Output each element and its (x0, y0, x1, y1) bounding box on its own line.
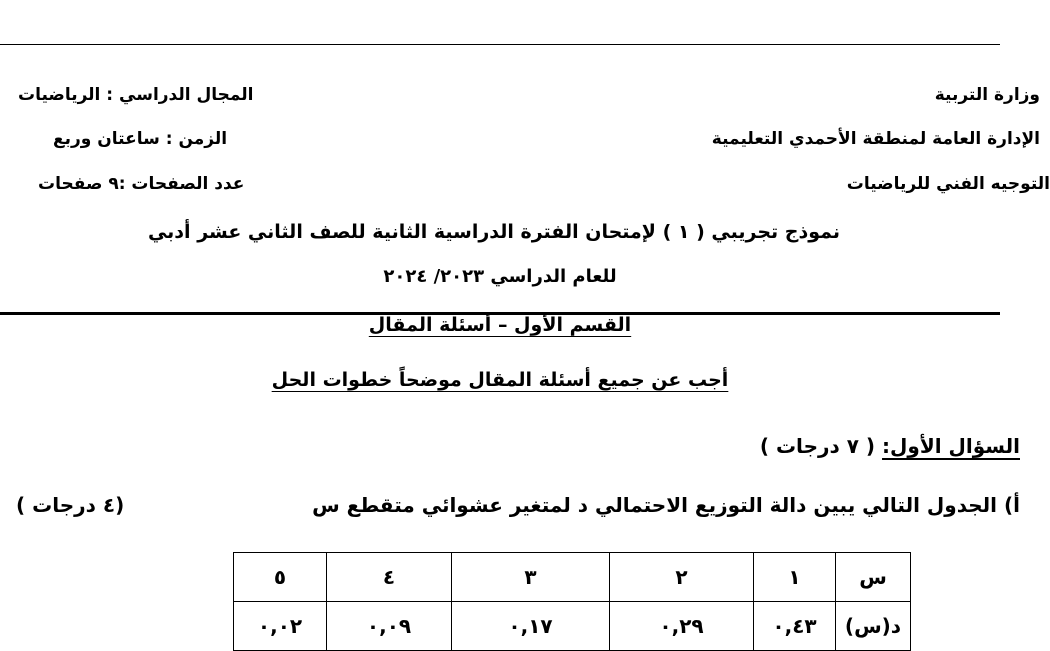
table-header-label: س (836, 553, 911, 602)
question1-heading (760, 434, 1020, 458)
supervision-name: التوجيه الفني للرياضيات (846, 174, 1050, 194)
question1-part-a: أ) الجدول التالي يبين دالة التوزيع الاحتمالي د لمتغير عشوائي متقطع س (312, 493, 1020, 517)
table-row (234, 553, 911, 602)
probability-distribution-table (233, 552, 911, 651)
table-cell: ٠,١٧ (452, 602, 610, 651)
table-row-label: د(س) (836, 602, 911, 651)
exam-duration: الزمن : ساعتان وربع (53, 129, 228, 149)
question1-part-a-marks: (٤ درجات ) (16, 493, 125, 517)
directorate-name: الإدارة العامة لمنطقة الأحمدي التعليمية (711, 129, 1040, 149)
table-cell: ٠,٤٣ (754, 602, 836, 651)
exam-title: نموذج تجريبي ( ١ ) لإمتحان الفترة الدراسية الثانية للصف الثاني عشر أدبي (147, 221, 840, 243)
page-count: عدد الصفحات :٩ صفحات (38, 174, 245, 194)
question1-label: السؤال الأول: (882, 434, 1020, 458)
section-instruction: أجب عن جميع أسئلة المقال موضحاً خطوات الحل (271, 369, 729, 391)
table-row (234, 602, 911, 651)
ministry-name: وزارة التربية (934, 85, 1040, 105)
table-cell: ٤ (327, 553, 452, 602)
top-rule (0, 44, 1000, 45)
question1-marks: ( ٧ درجات ) (759, 434, 883, 458)
subject-field: المجال الدراسي : الرياضيات (18, 85, 254, 105)
table-cell: ٥ (234, 553, 327, 602)
table-cell: ٠,٠٢ (234, 602, 327, 651)
table-cell: ٠,٠٩ (327, 602, 452, 651)
academic-year: للعام الدراسي ٢٠٢٣/ ٢٠٢٤ (383, 266, 617, 287)
table-cell: ١ (754, 553, 836, 602)
table-cell: ٠,٢٩ (610, 602, 754, 651)
table-cell: ٣ (452, 553, 610, 602)
section-title: القسم الأول – أسئلة المقال (368, 314, 632, 336)
table-cell: ٢ (610, 553, 754, 602)
